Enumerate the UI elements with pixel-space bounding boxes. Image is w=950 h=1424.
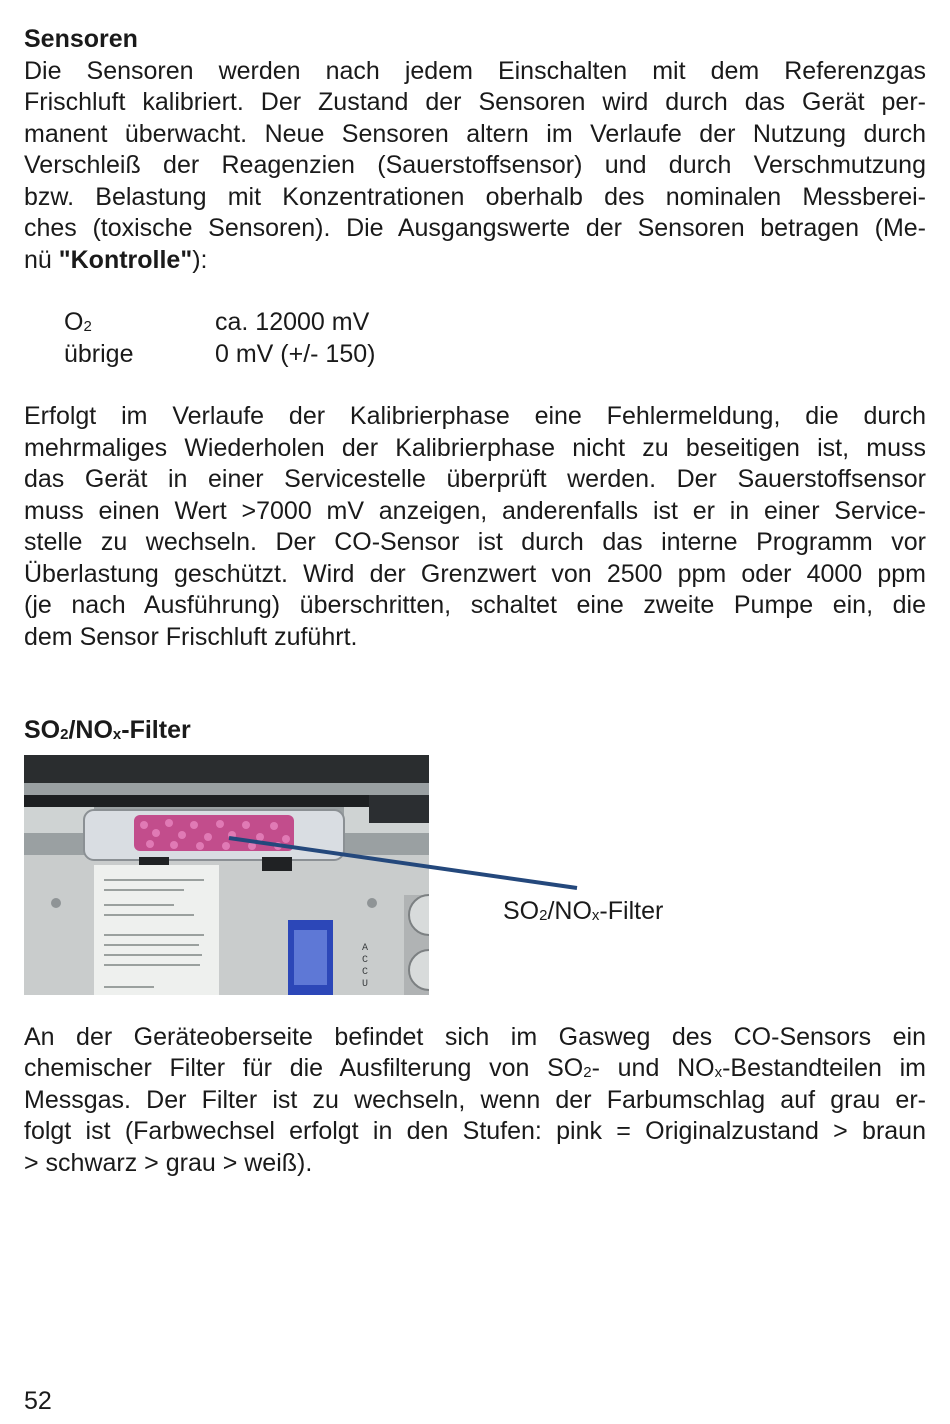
subscript: x xyxy=(714,1064,723,1081)
text-line: das Gerät in einer Servicestelle überprüft werden. Der Sauerstoffsensor xyxy=(24,465,926,493)
text-line: An der Geräteoberseite befindet sich im Gasweg des CO-Sensors ein xyxy=(24,1022,926,1051)
callout-line xyxy=(24,755,926,998)
subscript: x xyxy=(112,726,122,743)
text-fragment: -Filter xyxy=(121,716,191,744)
sensor-value-row xyxy=(64,339,926,371)
text-line: Messgas. Der Filter ist zu wechseln, wenn der Farbumschlag auf grau er- xyxy=(24,1085,926,1114)
subscript: x xyxy=(591,906,600,924)
sensor-value: ca. 12000 mV xyxy=(215,308,370,336)
text-line: Frischluft kalibriert. Der Zustand der Sensoren wird durch das Gerät per- xyxy=(24,88,926,116)
section-heading-sensoren: Sensoren xyxy=(24,25,138,53)
subscript: 2 xyxy=(583,1064,592,1081)
text-line: Verschleiß der Reagenzien (Sauerstoffsensor) und durch Verschmutzung xyxy=(24,151,926,179)
text-line: ches (toxische Sensoren). Die Ausgangswerte der Sensoren betragen (Me- xyxy=(24,214,926,242)
text-line: bzw. Belastung mit Konzentrationen oberhalb des nominalen Messberei- xyxy=(24,182,926,211)
text-fragment: SO xyxy=(503,896,540,925)
text-line: (je nach Ausführung) überschritten, schaltet eine zweite Pumpe ein, die xyxy=(24,591,926,619)
text-line: dem Sensor Frischluft zuführt. xyxy=(24,622,358,651)
text-line: Erfolgt im Verlaufe der Kalibrierphase eine Fehlermeldung, die durch xyxy=(24,402,926,430)
text-fragment: ): xyxy=(192,245,208,274)
text-line: stelle zu wechseln. Der CO-Sensor ist durch das interne Programm vor xyxy=(24,528,926,556)
subscript: 2 xyxy=(60,726,69,743)
error-paragraph xyxy=(24,401,926,653)
sensor-value: 0 mV (+/- 150) xyxy=(215,339,376,368)
sensor-label xyxy=(64,307,215,339)
sensor-label xyxy=(64,339,215,371)
text-line xyxy=(24,1053,926,1085)
text-fragment: -Filter xyxy=(599,896,664,925)
filter-figure xyxy=(24,755,926,998)
text-fragment: SO xyxy=(24,716,61,744)
filter-paragraph xyxy=(24,1022,926,1180)
figure-label xyxy=(503,897,663,926)
text-fragment: /NO xyxy=(547,896,592,925)
text-line: folgt ist (Farbwechsel erfolgt in den Stufen: pink = Originalzustand > braun xyxy=(24,1117,926,1145)
section-heading-filter xyxy=(24,715,926,747)
text-line: > schwarz > grau > weiß). xyxy=(24,1148,313,1177)
sensor-values-list xyxy=(24,307,926,370)
subscript: 2 xyxy=(83,318,92,335)
text-fragment: nü xyxy=(24,245,59,274)
text-line xyxy=(24,245,926,277)
sensor-label-text: übrige xyxy=(64,339,134,368)
text-fragment: - und NO xyxy=(591,1054,715,1082)
text-fragment: chemischer Filter für die Ausfilterung von SO xyxy=(24,1054,584,1082)
text-line: Überlastung geschützt. Wird der Grenzwert von 2500 ppm oder 4000 ppm xyxy=(24,559,926,588)
subscript: 2 xyxy=(539,906,548,924)
text-line: mehrmaliges Wiederholen der Kalibrierphase nicht zu beseitigen ist, muss xyxy=(24,433,926,462)
page-content xyxy=(24,24,926,1179)
sensor-value-row xyxy=(64,307,926,339)
menu-reference-kontrolle: "Kontrolle" xyxy=(58,245,193,274)
sensor-label-text: O xyxy=(64,308,84,336)
page-number: 52 xyxy=(24,1387,52,1415)
text-line: manent überwacht. Neue Sensoren altern im Verlaufe der Nutzung durch xyxy=(24,119,926,148)
text-line: Die Sensoren werden nach jedem Einschalten mit dem Referenzgas xyxy=(24,56,926,85)
device-accu-label: A C C U xyxy=(362,942,369,990)
text-fragment: /NO xyxy=(68,716,113,744)
sensoren-paragraph xyxy=(24,56,926,277)
text-fragment: -Bestandteilen im xyxy=(722,1054,926,1082)
text-line: muss einen Wert >7000 mV anzeigen, anderenfalls ist er in einer Service- xyxy=(24,496,926,525)
